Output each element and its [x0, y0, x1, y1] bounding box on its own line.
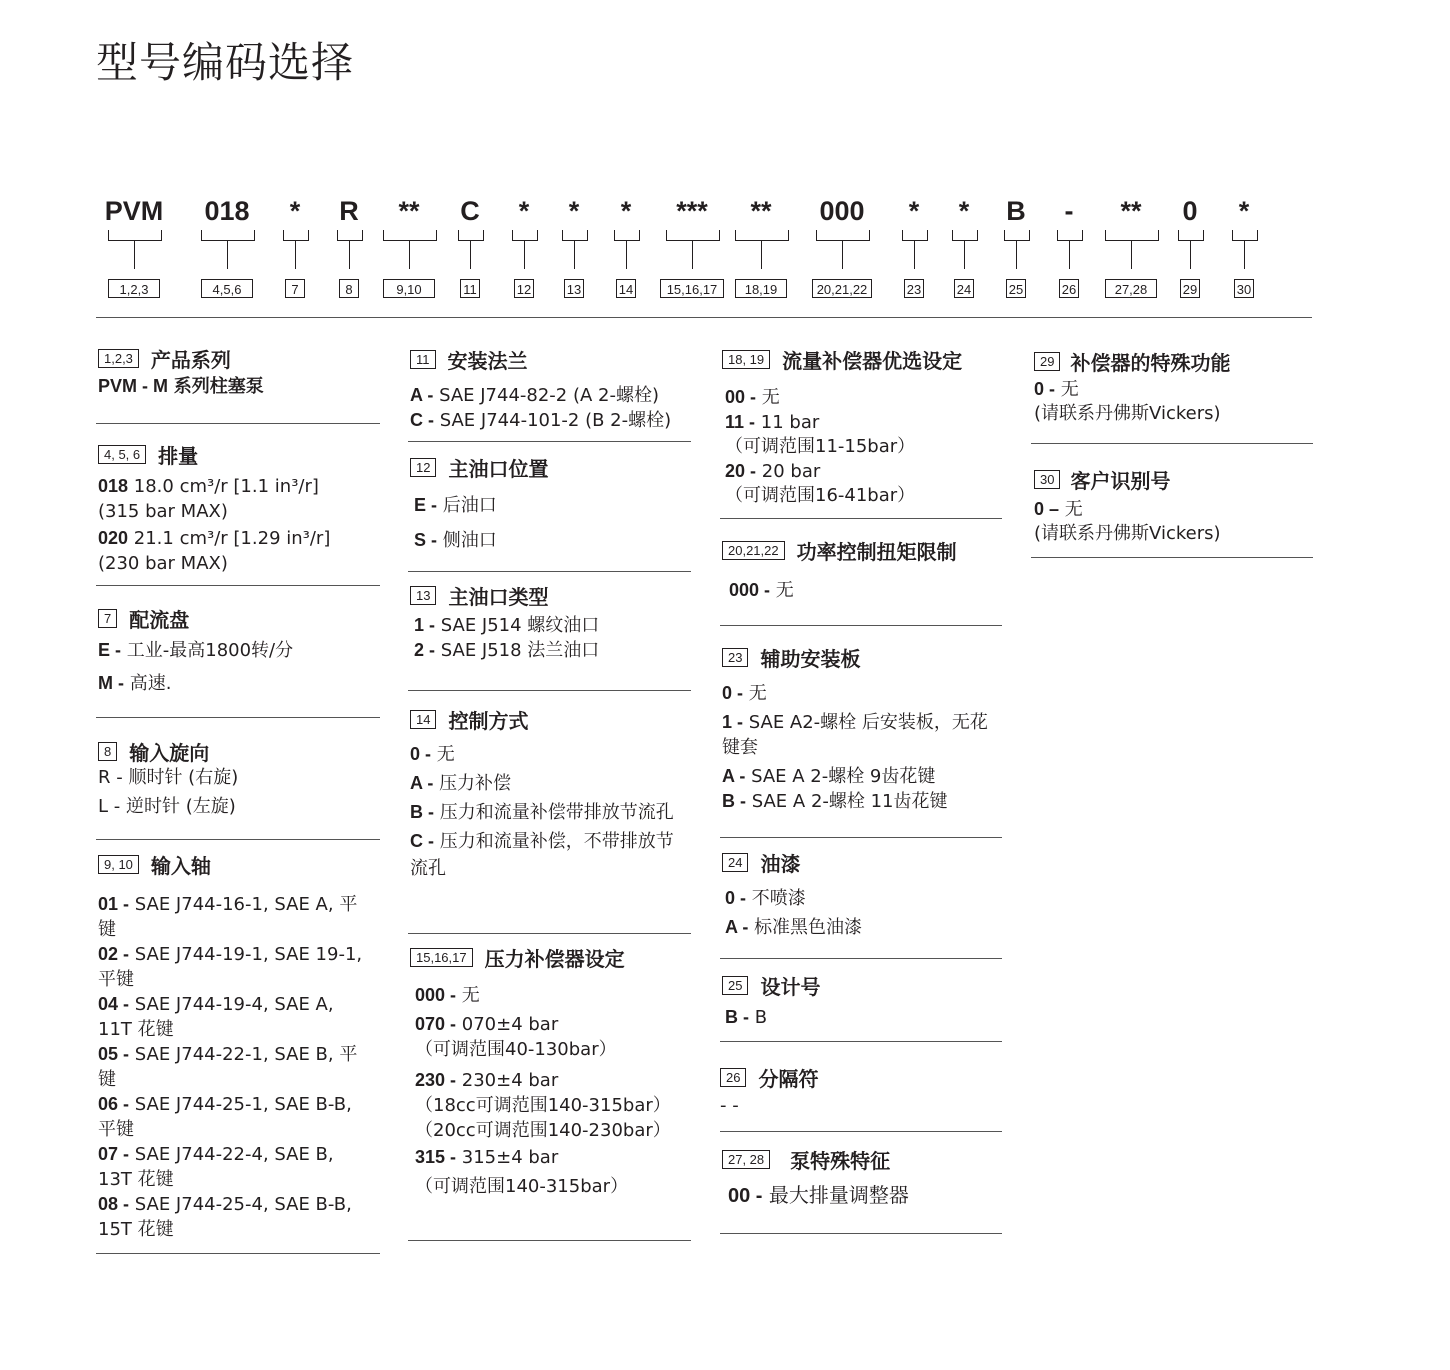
section-comp-special — [1034, 347, 1314, 428]
divider — [408, 571, 691, 572]
option-item: A - 标准黑色油漆 — [725, 917, 863, 938]
position-box: 24 — [954, 279, 974, 298]
option-item: B - SAE A 2-螺栓 11齿花键 — [722, 791, 948, 812]
option-item: A - SAE A 2-螺栓 9齿花键 — [722, 766, 936, 787]
section-title: 安装法兰 — [447, 348, 528, 373]
position-box: 11 — [460, 279, 480, 298]
section-aux-mount — [722, 643, 1002, 816]
code-connector — [761, 241, 762, 269]
position-tag: 18, 19 — [722, 350, 770, 369]
model-code-char: * — [518, 196, 530, 226]
section-title: 配流盘 — [129, 607, 190, 632]
model-code-char: * — [568, 196, 580, 226]
section-title: 主油口类型 — [448, 584, 549, 609]
divider — [720, 1233, 1002, 1234]
option-item: B - 压力和流量补偿带排放节流孔 — [410, 802, 674, 823]
code-connector — [134, 241, 135, 269]
section-title: 设计号 — [760, 974, 821, 999]
divider — [408, 441, 691, 442]
model-code-char: R — [339, 196, 359, 226]
divider — [408, 1240, 691, 1241]
section-title: 压力补偿器设定 — [484, 946, 625, 971]
option-item: 070 - 070±4 bar （可调范围40-130bar） — [415, 1014, 617, 1060]
option-item: 00 - 最大排量调整器 — [728, 1183, 909, 1207]
section-title: 输入轴 — [150, 853, 211, 878]
model-code-char: ** — [750, 196, 772, 226]
code-bracket — [383, 230, 437, 241]
divider — [96, 423, 380, 424]
position-tag: 25 — [722, 976, 748, 995]
position-tag: 11 — [410, 350, 436, 369]
code-bracket — [614, 230, 640, 241]
code-connector — [626, 241, 627, 269]
position-box: 18,19 — [735, 279, 787, 298]
position-tag: 26 — [720, 1068, 746, 1087]
section-series — [98, 344, 380, 401]
model-code-char: 000 — [819, 196, 865, 226]
code-connector — [692, 241, 693, 269]
model-code-char: 018 — [204, 196, 250, 226]
option-item: 0 - 无 — [722, 683, 767, 704]
position-box: 14 — [616, 279, 636, 298]
code-bracket — [1232, 230, 1258, 241]
code-connector — [409, 241, 410, 269]
position-tag: 27, 28 — [722, 1150, 770, 1169]
section-valve-plate — [98, 604, 380, 698]
option-item: 315 - 315±4 bar （可调范围140-315bar） — [415, 1147, 629, 1197]
code-bracket — [1178, 230, 1204, 241]
position-tag: 7 — [98, 609, 117, 628]
position-tag: 13 — [410, 586, 436, 605]
page-title: 型号编码选择 — [96, 38, 355, 87]
position-box: 4,5,6 — [201, 279, 253, 298]
position-box: 9,10 — [383, 279, 435, 298]
option-item: 0 - 不喷漆 — [725, 888, 806, 909]
code-connector — [914, 241, 915, 269]
option-item: 0 - 无 — [410, 744, 455, 765]
divider — [408, 933, 691, 934]
section-torque-limit — [722, 536, 1002, 605]
option-item: 000 - 无 — [729, 580, 794, 601]
section-pressure-comp — [410, 943, 690, 1201]
section-paint — [722, 848, 1002, 942]
option-item: 11 - 11 bar （可调范围11-15bar） — [725, 412, 916, 457]
position-tag: 23 — [722, 648, 748, 667]
section-customer-id — [1034, 465, 1314, 548]
divider — [720, 958, 1002, 959]
option-item: PVM - M 系列柱塞泵 — [98, 376, 264, 397]
position-box: 12 — [514, 279, 534, 298]
code-bracket — [283, 230, 309, 241]
section-title: 功率控制扭矩限制 — [796, 539, 957, 564]
section-title: 流量补偿器优选设定 — [782, 348, 963, 373]
model-code-char: PVM — [104, 196, 164, 226]
section-port-location — [410, 453, 690, 555]
section-title: 分隔符 — [758, 1066, 819, 1091]
model-code-char: 0 — [1182, 196, 1198, 226]
divider — [408, 690, 691, 691]
option-item: 018 18.0 cm³/r [1.1 in³/r] (315 bar MAX) — [98, 476, 319, 522]
option-item: 020 21.1 cm³/r [1.29 in³/r] (230 bar MAX) — [98, 528, 331, 574]
section-title: 泵特殊特征 — [790, 1148, 891, 1173]
option-item: 000 - 无 — [415, 985, 480, 1006]
section-flange — [410, 345, 690, 435]
divider — [1031, 443, 1313, 444]
section-title: 补偿器的特殊功能 — [1070, 350, 1231, 375]
code-bracket — [337, 230, 363, 241]
code-connector — [1016, 241, 1017, 269]
section-title: 客户识别号 — [1070, 468, 1171, 493]
model-code-char: C — [460, 196, 480, 226]
position-box: 15,16,17 — [660, 279, 724, 298]
position-tag: 8 — [98, 742, 117, 761]
option-item: (请联系丹佛斯Vickers) — [1034, 403, 1221, 424]
model-code-char: ** — [1120, 196, 1142, 226]
divider — [720, 1041, 1002, 1042]
option-item: 230 - 230±4 bar （18cc可调范围140-315bar） （20cc可调范围140-230bar） — [415, 1070, 671, 1141]
position-box: 29 — [1180, 279, 1200, 298]
option-item: 1 - SAE A2-螺栓 后安装板，无花键套 — [722, 712, 988, 758]
model-code-char: - — [1064, 196, 1074, 226]
code-bracket — [512, 230, 538, 241]
code-bracket — [902, 230, 928, 241]
option-item: 08 - SAE J744-25-4, SAE B-B, 15T 花键 — [98, 1194, 352, 1240]
section-title: 输入旋向 — [129, 740, 210, 765]
position-tag: 24 — [722, 853, 748, 872]
section-separator — [720, 1063, 1000, 1120]
code-connector — [470, 241, 471, 269]
divider — [96, 317, 1312, 318]
section-rotation — [98, 737, 380, 821]
code-connector — [964, 241, 965, 269]
option-item: 04 - SAE J744-19-4, SAE A, 11T 花键 — [98, 994, 334, 1040]
position-tag: 14 — [410, 710, 436, 729]
option-item: S - 侧油口 — [414, 530, 497, 551]
position-tag: 20,21,22 — [722, 541, 785, 560]
option-item: 0 – 无 — [1034, 499, 1083, 520]
model-code-char: * — [620, 196, 632, 226]
code-bracket — [952, 230, 978, 241]
code-connector — [1244, 241, 1245, 269]
option-item: C - SAE J744-101-2 (B 2-螺栓) — [410, 410, 672, 431]
position-tag: 12 — [410, 458, 436, 477]
option-item: 1 - SAE J514 螺纹油口 — [414, 615, 600, 636]
section-title: 主油口位置 — [448, 456, 549, 481]
option-item: (请联系丹佛斯Vickers) — [1034, 523, 1221, 544]
code-bracket — [108, 230, 162, 241]
divider — [720, 837, 1002, 838]
position-tag: 9, 10 — [98, 855, 139, 874]
divider — [96, 585, 380, 586]
option-item: A - 压力补偿 — [410, 773, 512, 794]
section-control — [410, 705, 690, 884]
position-box: 27,28 — [1105, 279, 1157, 298]
position-tag: 15,16,17 — [410, 948, 473, 967]
option-item: 05 - SAE J744-22-1, SAE B, 平键 — [98, 1044, 358, 1090]
code-bracket — [816, 230, 870, 241]
code-bracket — [562, 230, 588, 241]
divider — [1031, 557, 1313, 558]
section-title: 控制方式 — [448, 708, 529, 733]
position-box: 30 — [1234, 279, 1254, 298]
section-flow-comp — [722, 345, 1002, 510]
code-connector — [574, 241, 575, 269]
code-connector — [524, 241, 525, 269]
position-tag: 30 — [1034, 470, 1060, 489]
option-item: M - 高速. — [98, 673, 172, 694]
position-tag: 29 — [1034, 352, 1060, 371]
option-item: L - 逆时针 (左旋) — [98, 796, 236, 817]
position-box: 7 — [285, 279, 305, 298]
section-title: 产品系列 — [150, 347, 231, 372]
position-tag: 4, 5, 6 — [98, 445, 146, 464]
model-code-char: * — [289, 196, 301, 226]
option-item: 2 - SAE J518 法兰油口 — [414, 640, 600, 661]
model-code-char: B — [1006, 196, 1026, 226]
section-displacement — [98, 440, 380, 578]
code-connector — [349, 241, 350, 269]
option-item: 01 - SAE J744-16-1, SAE A, 平键 — [98, 894, 358, 940]
section-shaft — [98, 850, 380, 1242]
section-title: 辅助安装板 — [760, 646, 861, 671]
model-code-char: *** — [676, 196, 708, 226]
option-item: 0 - 无 — [1034, 379, 1079, 400]
model-code-char: * — [958, 196, 970, 226]
code-bracket — [1004, 230, 1030, 241]
model-code-char: * — [908, 196, 920, 226]
divider — [720, 625, 1002, 626]
code-bracket — [201, 230, 255, 241]
divider — [96, 839, 380, 840]
code-connector — [1190, 241, 1191, 269]
section-title: 排量 — [158, 443, 199, 468]
option-item: E - 后油口 — [414, 495, 497, 516]
divider — [720, 518, 1002, 519]
position-box: 13 — [564, 279, 584, 298]
option-item: R - 顺时针 (右旋) — [98, 767, 239, 788]
divider — [720, 1131, 1002, 1132]
option-item: 02 - SAE J744-19-1, SAE 19-1, 平键 — [98, 944, 363, 990]
code-bracket — [458, 230, 484, 241]
option-item: 00 - 无 — [725, 387, 780, 408]
section-design — [722, 971, 1002, 1032]
option-item: - - — [720, 1095, 739, 1116]
option-item: B - B — [725, 1007, 768, 1028]
position-box: 25 — [1006, 279, 1026, 298]
code-connector — [1069, 241, 1070, 269]
option-item: E - 工业-最高1800转/分 — [98, 640, 294, 661]
code-connector — [842, 241, 843, 269]
option-item: A - SAE J744-82-2 (A 2-螺栓) — [410, 385, 659, 406]
option-item: 06 - SAE J744-25-1, SAE B-B, 平键 — [98, 1094, 352, 1140]
section-special — [722, 1145, 1002, 1211]
section-port-type — [410, 581, 690, 665]
code-bracket — [1105, 230, 1159, 241]
option-item: 07 - SAE J744-22-4, SAE B, 13T 花键 — [98, 1144, 334, 1190]
divider — [96, 717, 380, 718]
position-box: 1,2,3 — [108, 279, 160, 298]
option-item: 20 - 20 bar （可调范围16-41bar） — [725, 461, 916, 506]
position-tag: 1,2,3 — [98, 349, 139, 368]
position-box: 23 — [904, 279, 924, 298]
model-code-char: ** — [398, 196, 420, 226]
code-connector — [1131, 241, 1132, 269]
option-item: C - 压力和流量补偿，不带排放节流孔 — [410, 831, 674, 879]
code-bracket — [735, 230, 789, 241]
position-box: 26 — [1059, 279, 1079, 298]
model-code-diagram — [96, 190, 1312, 320]
code-bracket — [1057, 230, 1083, 241]
section-title: 油漆 — [760, 851, 801, 876]
code-bracket — [666, 230, 720, 241]
code-connector — [295, 241, 296, 269]
position-box: 8 — [339, 279, 359, 298]
position-box: 20,21,22 — [812, 279, 872, 298]
code-connector — [227, 241, 228, 269]
divider — [96, 1253, 380, 1254]
model-code-char: * — [1238, 196, 1250, 226]
